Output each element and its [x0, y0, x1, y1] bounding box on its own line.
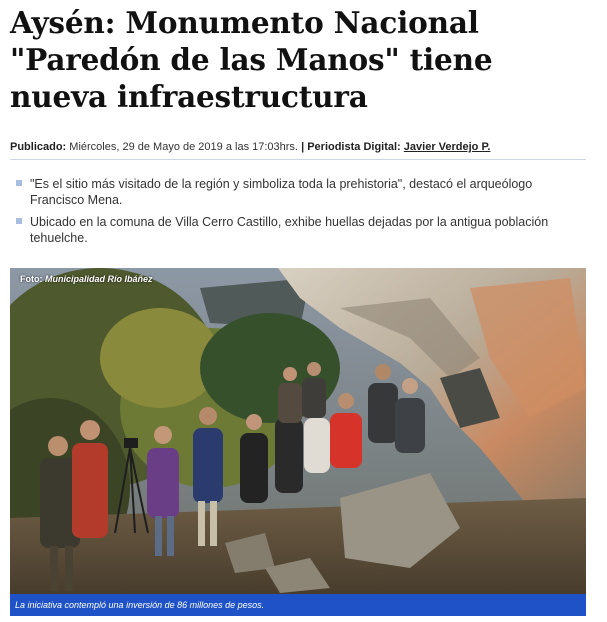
published-date: Miércoles, 29 de Mayo de 2019 a las 17:03hrs.: [69, 141, 298, 153]
meta-separator: |: [301, 141, 305, 153]
summary-bullet: [16, 214, 576, 246]
photo-caption: La iniciativa contempló una inversión de 86 millones de pesos.: [10, 594, 586, 616]
journalist-link[interactable]: Javier Verdejo P.: [403, 141, 491, 153]
article-meta: [10, 140, 590, 154]
bullet-square-icon: [16, 218, 22, 224]
photo-credit: [20, 274, 153, 284]
bullet-square-icon: [16, 180, 22, 186]
journalist-label: Periodista Digital:: [307, 141, 401, 153]
summary-bullets: [16, 176, 576, 252]
photo-illustration: [10, 268, 586, 616]
summary-bullet-text: "Es el sitio más visitado de la región y simboliza toda la prehistoria", destacó el arqueólogo Francisco Mena.: [30, 177, 533, 207]
photo-credit-source: Municipalidad Río Ibáñez: [45, 274, 153, 284]
photo-credit-label: Foto:: [20, 274, 43, 284]
article-photo: [10, 268, 586, 616]
summary-bullet: [16, 176, 576, 208]
summary-bullet-text: Ubicado en la comuna de Villa Cerro Castillo, exhibe huellas dejadas por la antigua población tehuelche.: [30, 215, 549, 245]
published-label: Publicado:: [10, 141, 67, 153]
article-headline: Aysén: Monumento Nacional "Paredón de las Manos" tiene nueva infraestructura: [10, 5, 493, 114]
meta-divider: [10, 159, 586, 160]
